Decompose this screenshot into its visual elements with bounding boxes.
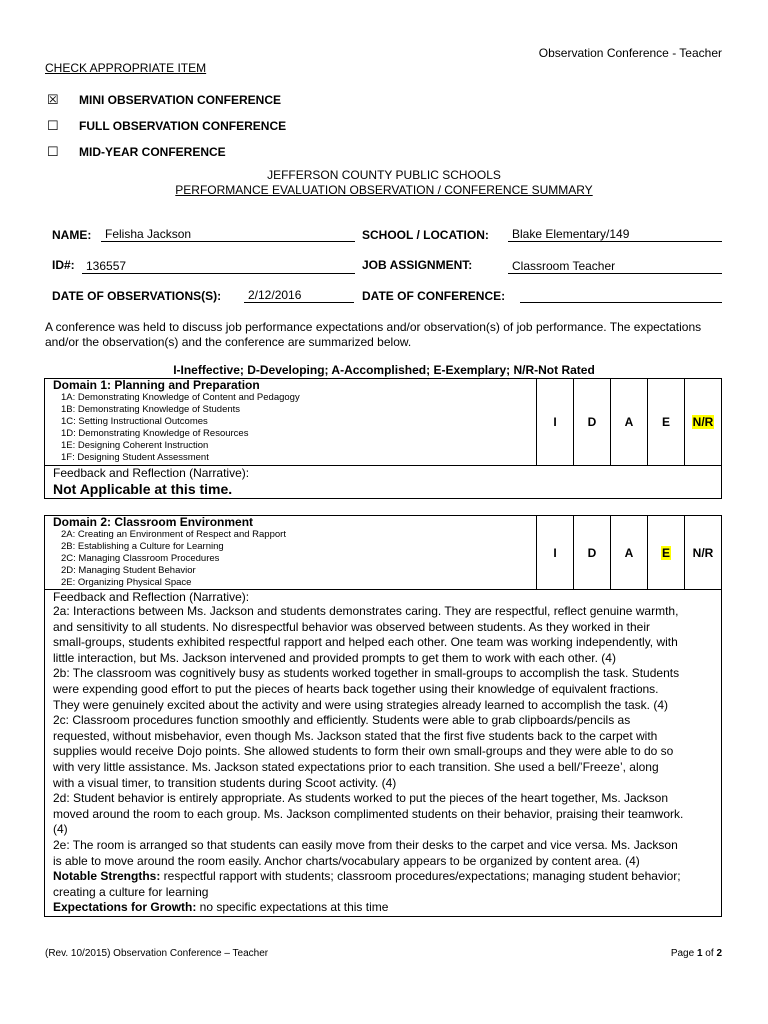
job-assignment-field[interactable]: Classroom Teacher	[508, 259, 722, 274]
feedback-line: 2d: Student behavior is entirely appropriate. As students worked to put the pieces of the heart together, Ms. Jackson	[53, 791, 669, 806]
conference-date-field[interactable]	[520, 288, 722, 303]
standard-2e: 2E: Organizing Physical Space	[61, 577, 192, 588]
growth-label: Expectations for Growth:	[53, 900, 197, 915]
feedback-line: (4)	[53, 822, 68, 837]
rating-nr-selected[interactable]: N/R	[684, 379, 721, 465]
domain-1-standards	[45, 379, 536, 465]
feedback-line: 2b: The classroom was cognitively busy as students worked together in small-groups to accomplish the task. Students	[53, 666, 680, 681]
rating-d[interactable]: D	[573, 379, 610, 465]
feedback-line: 2a: Interactions between Ms. Jackson and students demonstrates caring. They are respectful, reflect genuine warmth,	[53, 604, 679, 618]
name-field[interactable]: Felisha Jackson	[101, 227, 355, 242]
mini-observation-option[interactable]	[47, 92, 281, 108]
standard-1d: 1D: Demonstrating Knowledge of Resources	[61, 428, 249, 439]
strengths-label: Notable Strengths:	[53, 869, 161, 884]
district-title: JEFFERSON COUNTY PUBLIC SCHOOLS	[267, 168, 501, 182]
growth-text: no specific expectations at this time	[196, 900, 389, 915]
domain-2-table	[44, 515, 722, 917]
notable-strengths	[53, 869, 715, 885]
feedback-line: with a visual timer, to transition students during Scoot activity. (4)	[53, 775, 397, 790]
standard-1f: 1F: Designing Student Assessment	[61, 452, 209, 463]
standard-1e: 1E: Designing Coherent Instruction	[61, 440, 209, 451]
standard-2a: 2A: Creating an Environment of Respect and Rapport	[61, 529, 286, 540]
option-label: MID-YEAR CONFERENCE	[79, 145, 226, 159]
domain-1-header	[45, 379, 721, 466]
standard-2b: 2B: Establishing a Culture for Learning	[61, 541, 224, 552]
feedback-text: Not Applicable at this time.	[53, 481, 233, 497]
rating-legend: I-Ineffective; D-Developing; A-Accomplished; E-Exemplary; N/R-Not Rated	[173, 363, 595, 377]
feedback-line: little interaction, but Ms. Jackson intervened and provided prompts to get them to work with each other. (4)	[53, 650, 616, 665]
intro-line-1: A conference was held to discuss job performance expectations and/or observation(s) of job performance. The expectations	[45, 320, 702, 334]
standard-2d: 2D: Managing Student Behavior	[61, 565, 196, 576]
observation-date-field[interactable]: 2/12/2016	[244, 288, 354, 303]
feedback-line: small-groups, students exhibited respectful rapport and helped each other. One team was working independently, with	[53, 635, 678, 650]
standard-1a: 1A: Demonstrating Knowledge of Content and Pedagogy	[61, 392, 300, 403]
full-observation-option[interactable]	[47, 118, 286, 134]
domain-2-standards	[45, 516, 536, 589]
domain-2-feedback	[45, 590, 721, 916]
document-type-label: Observation Conference - Teacher	[538, 46, 722, 60]
feedback-line: and sensitivity to all students. No disrespectful behavior was observed between students. As they worked in their	[53, 619, 650, 634]
rating-d[interactable]: D	[573, 516, 610, 589]
rating-e-selected[interactable]: E	[647, 516, 684, 589]
id-field[interactable]: 136557	[82, 259, 355, 274]
school-field[interactable]: Blake Elementary/149	[508, 227, 722, 242]
rating-nr[interactable]: N/R	[684, 516, 721, 589]
checked-box-icon[interactable]: ☒	[47, 92, 59, 107]
mid-year-option[interactable]	[47, 144, 226, 160]
feedback-line: 2e: The room is arranged so that students can easily move from their desks to the carpet and vice versa. Ms. Jackson	[53, 837, 678, 852]
feedback-line: supplies would receive Dojo points. She allowed students to form their own small-groups and they were able to do so	[53, 744, 674, 759]
form-title: PERFORMANCE EVALUATION OBSERVATION / CONFERENCE SUMMARY	[175, 183, 593, 197]
id-label: ID#:	[52, 258, 75, 272]
expectations-for-growth	[53, 900, 715, 916]
name-label: NAME:	[52, 228, 92, 242]
job-assignment-label: JOB ASSIGNMENT:	[362, 258, 473, 272]
option-label: FULL OBSERVATION CONFERENCE	[79, 119, 287, 133]
feedback-line: with very little assistance. Ms. Jackson stated expectations prior to each transition. She used a bell/’Freeze’, along	[53, 759, 659, 774]
unchecked-box-icon[interactable]: ☐	[47, 144, 59, 159]
rating-i[interactable]: I	[536, 516, 573, 589]
domain-1-title: Domain 1: Planning and Preparation	[53, 378, 260, 392]
footer-revision: (Rev. 10/2015) Observation Conference – Teacher	[45, 948, 269, 959]
option-label: MINI OBSERVATION CONFERENCE	[79, 93, 282, 107]
rating-a[interactable]: A	[610, 379, 647, 465]
check-item-heading: CHECK APPROPRIATE ITEM	[45, 61, 207, 75]
page-number: Page 1 of 2	[670, 948, 722, 959]
domain-1-table	[44, 378, 722, 499]
domain-2-title: Domain 2: Classroom Environment	[53, 515, 254, 529]
feedback-line: were expending good effort to put the pieces of hearts back together using their knowledge of equivalent fractions.	[53, 681, 659, 696]
unchecked-box-icon[interactable]: ☐	[47, 118, 59, 133]
standard-1c: 1C: Setting Instructional Outcomes	[61, 416, 208, 427]
intro-line-2: and/or the observation(s) and the conference are summarized below.	[45, 335, 412, 349]
feedback-line: They were genuinely excited about the activity and were using strategies already learned to accomplish the task. (4)	[53, 697, 668, 712]
rating-i[interactable]: I	[536, 379, 573, 465]
domain-1-feedback	[45, 466, 721, 498]
domain-2-header	[45, 516, 721, 590]
standard-2c: 2C: Managing Classroom Procedures	[61, 553, 220, 564]
standard-1b: 1B: Demonstrating Knowledge of Students	[61, 404, 241, 415]
rating-e[interactable]: E	[647, 379, 684, 465]
feedback-title: Feedback and Reflection (Narrative):	[53, 466, 250, 480]
school-label: SCHOOL / LOCATION:	[362, 228, 489, 242]
strengths-continued: creating a culture for learning	[53, 884, 209, 899]
feedback-line: 2c: Classroom procedures function smoothly and efficiently. Students were able to grab clipboards/pencils as	[53, 713, 631, 728]
feedback-line: is able to move around the room easily. Anchor charts/vocabulary appears to be organized by content area. (4)	[53, 853, 640, 868]
observation-date-label: DATE OF OBSERVATIONS(S):	[52, 289, 222, 303]
rating-a[interactable]: A	[610, 516, 647, 589]
conference-date-label: DATE OF CONFERENCE:	[362, 289, 506, 303]
feedback-line: moved around the room to each group. Ms. Jackson complimented students on their behavior, praising their teamwork.	[53, 806, 684, 821]
strengths-text: respectful rapport with students; classroom procedures/expectations; managing student behavior;	[160, 869, 681, 884]
feedback-line: requested, without misbehavior, even though Ms. Jackson stated that the first five students back to the carpet with	[53, 728, 658, 743]
feedback-title: Feedback and Reflection (Narrative):	[53, 590, 250, 604]
